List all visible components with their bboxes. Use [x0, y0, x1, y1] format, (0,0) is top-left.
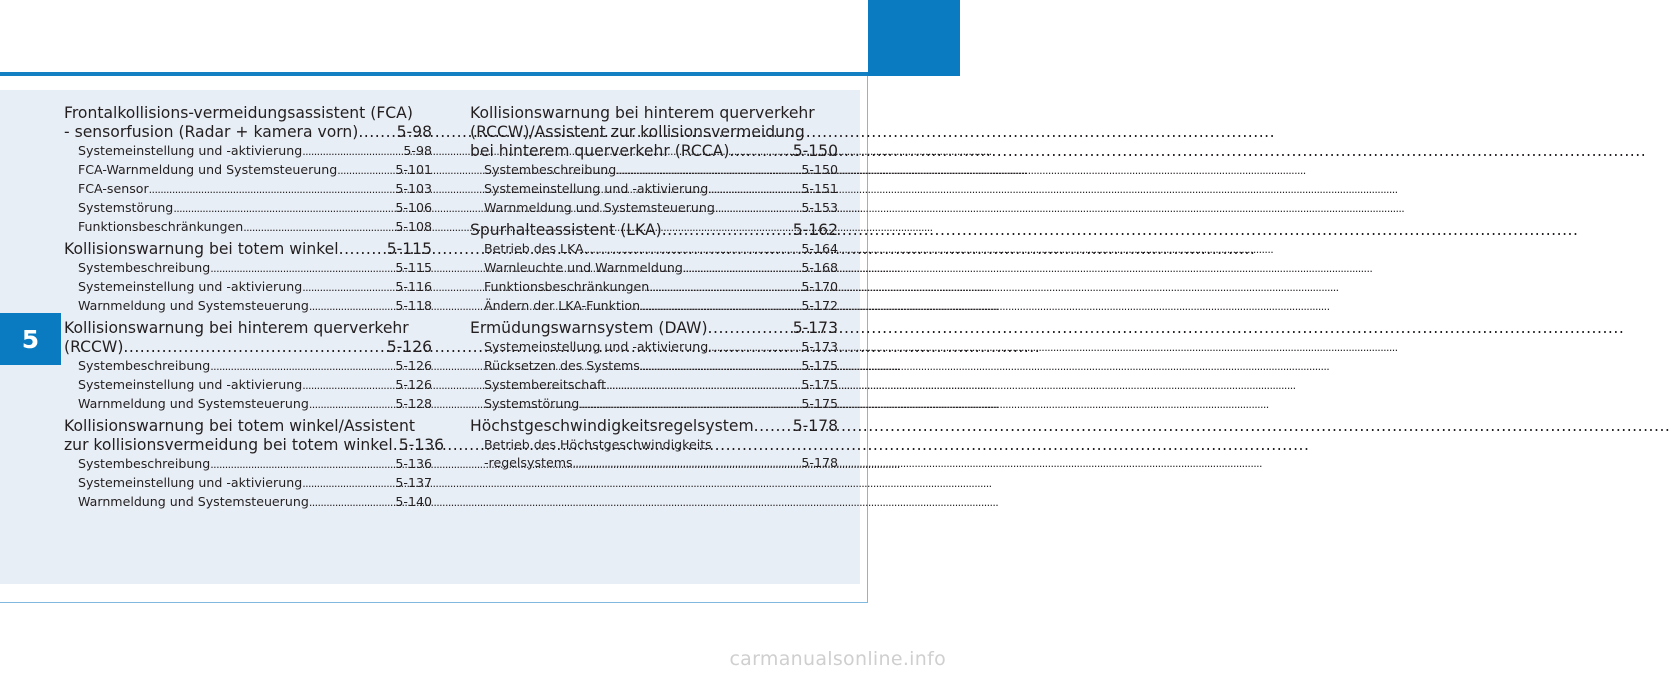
- toc-entry-label: Systembeschreibung: [78, 456, 211, 471]
- dot-leader: [149, 180, 396, 199]
- page-number: 5-115: [395, 260, 432, 275]
- page-number: 5-175: [801, 396, 838, 411]
- section-heading-entry[interactable]: [64, 436, 445, 455]
- chapter-tab[interactable]: 5: [0, 313, 61, 365]
- dot-leader: [715, 199, 802, 218]
- section-heading-entry[interactable]: [470, 417, 838, 436]
- toc-entry-label: -regelsystems: [484, 455, 573, 470]
- page-number: 5-101: [395, 162, 432, 177]
- toc-entry[interactable]: [64, 278, 432, 297]
- page-number: 5-170: [801, 279, 838, 294]
- dot-leader: [662, 221, 793, 240]
- toc-section: [470, 417, 838, 473]
- toc-entry[interactable]: [470, 297, 838, 316]
- toc-entry[interactable]: [64, 199, 432, 218]
- dot-leader: [302, 474, 395, 493]
- toc-entry-label: Systembeschreibung: [78, 260, 211, 275]
- toc-section: [470, 319, 838, 414]
- toc-entry-label: Systemeinstellung und -aktivierung: [78, 475, 303, 490]
- toc-entry-label: Funktionsbeschränkungen: [78, 219, 244, 234]
- toc-entry[interactable]: [470, 199, 838, 218]
- toc-entry-label: Betrieb des LKA: [484, 241, 584, 256]
- toc-entry[interactable]: [470, 259, 838, 278]
- dot-leader: [302, 376, 395, 395]
- dot-leader: [309, 395, 396, 414]
- page-number: 5-116: [395, 279, 432, 294]
- toc-entry[interactable]: [470, 454, 838, 473]
- section-heading-entry[interactable]: [64, 123, 432, 142]
- toc-entry[interactable]: [64, 180, 432, 199]
- section-heading-line: (RCCW)/Assistent zur kollisionsvermeidung: [470, 123, 805, 141]
- page-number: 5-136: [395, 456, 432, 471]
- page-number: 5-175: [801, 377, 838, 392]
- page-number: 5-98: [396, 123, 432, 141]
- dot-leader: [579, 395, 801, 414]
- section-heading: Spurhalteassistent (LKA): [470, 221, 662, 239]
- page-number: 5-128: [395, 396, 432, 411]
- page-number: 5-153: [801, 200, 838, 215]
- dot-leader: [210, 259, 395, 278]
- dot-leader: [708, 338, 801, 357]
- toc-entry-label: Systemeinstellung und -aktivierung: [78, 377, 303, 392]
- toc-entry[interactable]: [64, 259, 432, 278]
- footer-rule: [0, 602, 868, 603]
- section-heading-line: Kollisionswarnung bei hinterem querverkehr: [64, 319, 409, 337]
- toc-entry-label: Systemeinstellung und -aktivierung: [484, 181, 709, 196]
- page-number: 5-137: [395, 475, 432, 490]
- toc-entry-label: Systemeinstellung und -aktivierung: [484, 339, 709, 354]
- toc-entry[interactable]: [470, 376, 838, 395]
- toc-entry[interactable]: [64, 297, 432, 316]
- section-heading-line: Frontalkollisions-vermeidungsassistent (FCA): [64, 104, 413, 122]
- toc-entry[interactable]: [64, 474, 432, 493]
- chapter-corner-block: [868, 0, 960, 76]
- toc-entry[interactable]: [470, 357, 838, 376]
- section-heading-entry[interactable]: [64, 240, 432, 259]
- page-number: 5-136: [398, 436, 445, 454]
- page-number: 5-126: [395, 358, 432, 373]
- dot-leader: [754, 417, 793, 436]
- page-number: 5-168: [801, 260, 838, 275]
- toc-entry-label: Systemstörung: [484, 396, 580, 411]
- page-number: 5-126: [395, 377, 432, 392]
- toc-entry-label: Warnmeldung und Systemsteuerung: [484, 200, 715, 215]
- page-number: 5-103: [395, 181, 432, 196]
- watermark: carmanualsonline.info: [729, 648, 946, 670]
- toc-entry-label: Rücksetzen des Systems: [484, 358, 640, 373]
- dot-leader: [683, 259, 802, 278]
- dot-leader: [123, 338, 386, 357]
- toc-entry-label: Systemeinstellung und -aktivierung: [78, 279, 303, 294]
- toc-section: [64, 319, 432, 414]
- toc-entry[interactable]: [64, 376, 432, 395]
- toc-entry[interactable]: [470, 240, 838, 259]
- section-heading-entry[interactable]: [470, 319, 838, 338]
- toc-entry[interactable]: [64, 357, 432, 376]
- toc-entry-label: Systembereitschaft: [484, 377, 607, 392]
- dot-leader: [243, 218, 395, 237]
- toc-entry-label: Systemeinstellung und -aktivierung: [78, 143, 303, 158]
- toc-entry-label: Ändern der LKA-Funktion: [484, 298, 641, 313]
- page-number: 5-178: [801, 455, 838, 470]
- page-number: 5-164: [801, 241, 838, 256]
- dot-leader: [210, 455, 395, 474]
- section-heading-line: Kollisionswarnung bei totem winkel/Assistent: [64, 417, 415, 435]
- dot-leader: [573, 454, 802, 473]
- dot-leader: [358, 123, 396, 142]
- toc-section: [470, 104, 838, 218]
- page-number: 5-150: [792, 142, 838, 160]
- page-number: 5-172: [801, 298, 838, 313]
- toc-entry-label: Warnleuchte und Warnmeldung: [484, 260, 683, 275]
- page-number: 5-140: [395, 494, 432, 509]
- dot-leader: [337, 161, 395, 180]
- toc-entry-label: Warnmeldung und Systemsteuerung: [78, 396, 309, 411]
- section-heading: Höchstgeschwindigkeitsregelsystem: [470, 417, 754, 435]
- toc-entry-label: Systembeschreibung: [78, 358, 211, 373]
- toc-entry[interactable]: [64, 493, 432, 512]
- dot-leader: [302, 142, 403, 161]
- section-heading: (RCCW): [64, 338, 124, 356]
- dot-leader: [584, 240, 802, 259]
- toc-entry[interactable]: [470, 180, 838, 199]
- toc-entry[interactable]: [64, 395, 432, 414]
- page-number: 5-150: [801, 162, 838, 177]
- toc-column-left: [64, 104, 445, 515]
- dot-leader: [309, 297, 396, 316]
- toc-entry[interactable]: [64, 161, 432, 180]
- section-heading-entry[interactable]: [470, 221, 838, 240]
- toc-column-right: [470, 104, 838, 476]
- toc-entry[interactable]: [64, 218, 432, 237]
- page-number: 5-108: [395, 219, 432, 234]
- section-heading: Kollisionswarnung bei totem winkel: [64, 240, 339, 258]
- dot-leader: [708, 180, 801, 199]
- section-heading: - sensorfusion (Radar + kamera vorn): [64, 123, 359, 141]
- dot-leader: [649, 278, 801, 297]
- dot-leader: [339, 240, 387, 259]
- page-number: 5-173: [801, 339, 838, 354]
- dot-leader: [640, 297, 801, 316]
- toc-entry[interactable]: [470, 338, 838, 357]
- page-number: 5-178: [792, 417, 838, 435]
- toc-entry-label: Warnmeldung und Systemsteuerung: [78, 298, 309, 313]
- dot-leader: [210, 357, 395, 376]
- page-number: 5-118: [395, 298, 432, 313]
- section-heading-line: Kollisionswarnung bei hinterem querverkehr: [470, 104, 815, 122]
- toc-entry-label: Funktionsbeschränkungen: [484, 279, 650, 294]
- dot-leader: [616, 161, 801, 180]
- toc-entry[interactable]: [470, 278, 838, 297]
- toc-entry[interactable]: [470, 161, 838, 180]
- page-number: 5-98: [403, 143, 432, 158]
- section-heading-entry[interactable]: [470, 142, 838, 161]
- header-rule: [0, 72, 868, 76]
- toc-section: [64, 417, 445, 512]
- toc-entry[interactable]: [64, 455, 432, 474]
- toc-entry-line: Betrieb des Höchstgeschwindigkeits: [484, 437, 712, 452]
- toc-section: [470, 221, 838, 316]
- page-number: 5-175: [801, 358, 838, 373]
- toc-entry[interactable]: [470, 395, 838, 414]
- toc-entry-label: Systembeschreibung: [484, 162, 617, 177]
- dot-leader: [606, 376, 801, 395]
- toc-entry-label: Systemstörung: [78, 200, 174, 215]
- page-number: 5-173: [792, 319, 838, 337]
- page-number: 5-162: [792, 221, 838, 239]
- dot-leader: [729, 142, 792, 161]
- dot-leader: [309, 493, 396, 512]
- section-heading: zur kollisionsvermeidung bei totem winkel: [64, 436, 393, 454]
- section-heading: bei hinterem querverkehr (RCCA): [470, 142, 730, 160]
- page-number: 5-106: [395, 200, 432, 215]
- dot-leader: [173, 199, 395, 218]
- section-heading: Ermüdungswarnsystem (DAW): [470, 319, 708, 337]
- dot-leader: [708, 319, 793, 338]
- page-number: 5-115: [386, 240, 432, 258]
- toc-entry-label: Warnmeldung und Systemsteuerung: [78, 494, 309, 509]
- page-number: 5-151: [801, 181, 838, 196]
- dot-leader: [302, 278, 395, 297]
- toc-section: [64, 104, 432, 237]
- page-number: 5-126: [386, 338, 432, 356]
- toc-entry[interactable]: [64, 142, 432, 161]
- section-heading-entry[interactable]: [64, 338, 432, 357]
- toc-entry-label: FCA-Warnmeldung und Systemsteuerung: [78, 162, 338, 177]
- dot-leader: [640, 357, 802, 376]
- toc-entry-label: FCA-sensor: [78, 181, 149, 196]
- toc-section: [64, 240, 432, 316]
